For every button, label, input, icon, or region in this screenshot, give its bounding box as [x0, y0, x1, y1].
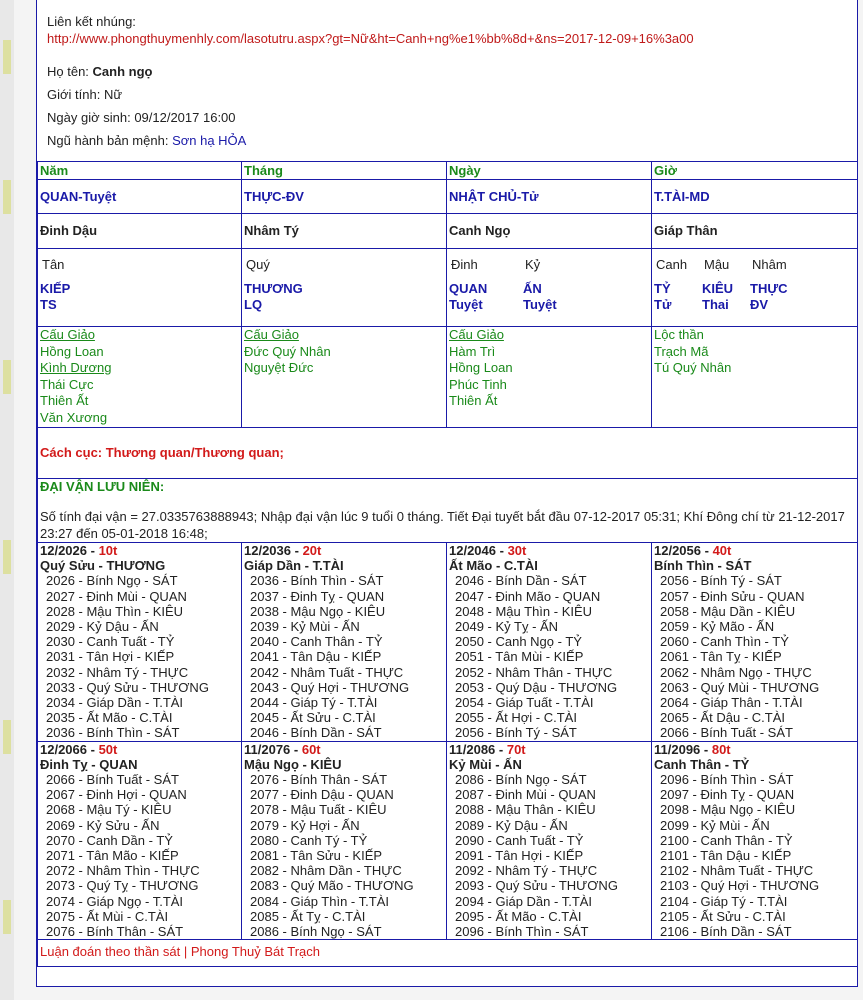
year-item: 2027 - Đinh Mùi - QUAN	[46, 588, 187, 604]
year-item: 2056 - Bính Tý - SÁT	[455, 725, 577, 741]
decade-pillar: Đinh Tỵ - QUAN	[40, 756, 138, 772]
star-item: Lộc thần	[654, 327, 704, 342]
year-item: 2031 - Tân Hợi - KIẾP	[46, 649, 175, 665]
year-item: 2028 - Mậu Thìn - KIÊU	[46, 603, 184, 619]
gutter-marker	[3, 720, 11, 754]
footer-links	[38, 940, 858, 967]
year-item: 2082 - Nhâm Dần - THỰC	[250, 863, 402, 879]
stem: Đinh	[451, 257, 478, 272]
decade-date: 12/2046	[449, 543, 496, 558]
birth-label: Ngày giờ sinh:	[47, 110, 131, 125]
decade-heading: 11/2086 - 70t	[449, 741, 526, 757]
can-chi: Nhâm Tý	[242, 214, 447, 249]
col-header: Năm	[38, 162, 242, 180]
stars-cell	[242, 327, 447, 428]
name-row	[47, 60, 857, 83]
decade-age: 10t	[98, 543, 118, 558]
year-item: 2037 - Đinh Tỵ - QUAN	[250, 588, 385, 604]
decade-heading: 12/2046 - 30t	[449, 543, 527, 558]
year-item: 2057 - Đinh Sửu - QUAN	[660, 588, 805, 604]
pillar-god: NHẬT CHỦ-Tử	[447, 180, 652, 214]
person-info	[37, 0, 857, 152]
star-item: Cấu Giảo	[40, 327, 95, 342]
dai-van-cell	[38, 479, 858, 543]
year-item: 2047 - Đinh Mão - QUAN	[455, 588, 601, 604]
element-value: Sơn hạ HỎA	[172, 133, 247, 148]
year-item: 2096 - Bính Thìn - SÁT	[660, 772, 794, 788]
embed-url-link[interactable]: http://www.phongthuymenhly.com/lasotutru.aspx?gt=Nữ&ht=Canh+ng%e1%bb%8d+&ns=2017-12-09+16%3a00	[47, 31, 694, 46]
star-item: Phúc Tinh	[449, 376, 507, 392]
year-item: 2076 - Bính Thân - SÁT	[250, 772, 388, 788]
star-item: Nguyệt Đức	[244, 360, 314, 375]
year-item: 2097 - Đinh Tỵ - QUAN	[660, 787, 795, 803]
star-item: Hồng Loan	[449, 360, 513, 375]
col-header: Tháng	[242, 162, 447, 180]
can-chi: Đinh Dậu	[38, 214, 242, 249]
year-item: 2066 - Bính Tuất - SÁT	[660, 725, 793, 741]
col-header: Ngày	[447, 162, 652, 180]
stars-row	[38, 327, 858, 428]
year-item: 2104 - Giáp Tý - T.TÀI	[660, 893, 788, 909]
year-item: 2065 - Ất Dậu - C.TÀI	[660, 710, 785, 726]
year-item: 2029 - Kỷ Dậu - ẤN	[46, 619, 159, 635]
hidden-stems-cell	[38, 249, 242, 327]
stem: Nhâm	[752, 257, 787, 272]
birth-value: 09/12/2017 16:00	[134, 110, 236, 125]
year-item: 2075 - Ất Mùi - C.TÀI	[46, 908, 169, 924]
star-item: Đức Quý Nhân	[244, 343, 331, 359]
hidden-stems-cell	[242, 249, 447, 327]
than-sat-link[interactable]: Luận đoán theo thần sát	[40, 944, 181, 960]
name-label: Họ tên:	[47, 64, 89, 79]
decade-cell	[447, 741, 652, 940]
decade-heading: 12/2026 - 10t	[40, 543, 118, 558]
birth-row	[47, 106, 857, 129]
chart-frame	[36, 0, 858, 987]
decade-cell	[38, 741, 242, 940]
decade-date: 12/2066	[40, 741, 87, 757]
decade-date: 11/2096	[654, 741, 701, 757]
gutter-marker	[3, 900, 11, 934]
dai-van-paragraph: Số tính đại vận = 27.0335763888943; Nhập đại vận lúc 9 tuổi 0 tháng. Tiết Đại tuyết bắt đầu 07-12-2017 05:31; Khí Đông chí từ 21-12-2017 23:27 đến 05-01-2018 16:48;	[40, 509, 845, 541]
gutter-marker	[3, 180, 11, 214]
decade-age: 80t	[711, 741, 731, 757]
decade-date: 12/2056	[654, 543, 701, 558]
four-pillars-table	[37, 161, 858, 967]
year-item: 2071 - Tân Mão - KIẾP	[46, 848, 179, 864]
year-item: 2086 - Bính Ngọ - SÁT	[250, 924, 382, 940]
star-item: Hàm Trì	[449, 343, 496, 359]
year-item: 2042 - Nhâm Tuất - THỰC	[250, 664, 404, 680]
year-item: 2093 - Quý Sửu - THƯƠNG	[455, 878, 618, 894]
year-item: 2043 - Quý Hợi - THƯƠNG	[250, 679, 410, 695]
hidden-stems-cell	[447, 249, 652, 327]
left-scroll-gutter	[0, 0, 14, 1000]
gender-row	[47, 83, 857, 106]
can-chi: Giáp Thân	[652, 214, 858, 249]
year-item: 2086 - Bính Ngọ - SÁT	[455, 772, 587, 788]
year-item: 2091 - Tân Hợi - KIẾP	[455, 848, 584, 864]
decade-pillar: Quý Sửu - THƯƠNG	[40, 558, 166, 574]
stem-god: KIÊU	[702, 281, 734, 296]
gutter-marker	[3, 540, 11, 574]
year-item: 2068 - Mậu Tý - KIÊU	[46, 802, 172, 818]
year-item: 2080 - Canh Tý - TỶ	[250, 832, 368, 848]
star-item: Thiên Ất	[40, 393, 89, 408]
decade-pillar: Ất Mão - C.TÀI	[449, 558, 538, 574]
stem-god: ẤN	[523, 281, 542, 296]
star-item: Hồng Loan	[40, 343, 104, 359]
stem: Canh	[656, 257, 688, 272]
year-item: 2056 - Bính Tý - SÁT	[660, 573, 782, 589]
year-item: 2105 - Ất Sửu - C.TÀI	[660, 908, 786, 924]
gender-label: Giới tính:	[47, 87, 101, 102]
year-item: 2078 - Mậu Tuất - KIÊU	[250, 802, 387, 818]
year-item: 2103 - Quý Hợi - THƯƠNG	[660, 878, 820, 894]
decade-age: 70t	[506, 741, 526, 757]
year-item: 2061 - Tân Tỵ - KIẾP	[660, 649, 782, 665]
year-item: 2048 - Mậu Thìn - KIÊU	[455, 603, 593, 619]
decade-age: 30t	[507, 543, 527, 558]
star-item: Kình Dương	[40, 360, 112, 375]
year-item: 2083 - Quý Mão - THƯƠNG	[250, 878, 414, 894]
decade-cell	[652, 741, 858, 940]
year-item: 2062 - Nhâm Ngọ - THỰC	[660, 664, 812, 680]
stars-cell	[38, 327, 242, 428]
year-item: 2044 - Giáp Tý - T.TÀI	[250, 695, 378, 711]
year-item: 2050 - Canh Ngọ - TỶ	[455, 634, 582, 650]
stem-phase: Tuyệt	[449, 297, 483, 312]
bat-trach-link[interactable]: Phong Thuỷ Bát Trạch	[190, 944, 320, 960]
stem-phase: Thai	[702, 297, 729, 312]
stem-god: THƯƠNG	[244, 281, 303, 296]
year-item: 2096 - Bính Thìn - SÁT	[455, 924, 589, 940]
embed-label: Liên kết nhúng:	[47, 14, 136, 29]
decade-pillar: Canh Thân - TỶ	[654, 756, 750, 772]
year-item: 2095 - Ất Mão - C.TÀI	[455, 908, 582, 924]
year-item: 2099 - Kỷ Mùi - ẤN	[660, 817, 770, 833]
decade-age: 60t	[301, 741, 321, 757]
year-item: 2101 - Tân Dậu - KIẾP	[660, 848, 792, 864]
element-label: Ngũ hành bản mệnh:	[47, 133, 169, 148]
footer-row	[38, 940, 858, 967]
year-item: 2033 - Quý Sửu - THƯƠNG	[46, 679, 209, 695]
decade-pillar: Kỷ Mùi - ẤN	[449, 756, 522, 772]
year-item: 2081 - Tân Sửu - KIẾP	[250, 848, 383, 864]
year-item: 2063 - Quý Mùi - THƯƠNG	[660, 679, 820, 695]
gutter-marker	[3, 40, 11, 74]
pillar-god: QUAN-Tuyệt	[38, 180, 242, 214]
decade-age: 40t	[712, 543, 732, 558]
stem-phase: Tuyệt	[523, 297, 557, 312]
gutter-marker	[3, 360, 11, 394]
year-item: 2046 - Bính Dần - SÁT	[250, 725, 382, 741]
year-item: 2052 - Nhâm Thân - THỰC	[455, 664, 613, 680]
year-item: 2069 - Kỷ Sửu - ẤN	[46, 817, 160, 833]
decade-cell	[242, 741, 447, 940]
stem-phase: LQ	[244, 297, 263, 312]
year-item: 2045 - Ất Sửu - C.TÀI	[250, 710, 376, 726]
year-item: 2038 - Mậu Ngọ - KIÊU	[250, 603, 386, 619]
stem-phase: ĐV	[750, 297, 769, 312]
decade-heading: 12/2036 - 20t	[244, 543, 322, 558]
year-item: 2059 - Kỷ Mão - ẤN	[660, 619, 775, 635]
star-item: Cấu Giảo	[449, 327, 504, 342]
year-item: 2088 - Mậu Thân - KIÊU	[455, 802, 596, 818]
stem-god: TỶ	[654, 281, 671, 296]
hidden-stems-row	[38, 249, 858, 327]
year-item: 2055 - Ất Hợi - C.TÀI	[455, 710, 577, 726]
year-item: 2089 - Kỷ Dậu - ẤN	[455, 817, 568, 833]
year-item: 2040 - Canh Thân - TỶ	[250, 634, 383, 650]
year-item: 2058 - Mậu Dần - KIÊU	[660, 603, 796, 619]
decade-cell	[242, 543, 447, 742]
decade-date: 11/2076	[244, 741, 291, 757]
year-item: 2085 - Ất Tỵ - C.TÀI	[250, 908, 366, 924]
decade-heading: 12/2066 - 50t	[40, 741, 118, 757]
year-item: 2100 - Canh Thân - TỶ	[660, 832, 793, 848]
year-item: 2041 - Tân Dậu - KIẾP	[250, 649, 382, 665]
decade-cell	[38, 543, 242, 742]
year-item: 2035 - Ất Mão - C.TÀI	[46, 710, 173, 726]
decade-pillar: Giáp Dần - T.TÀI	[244, 558, 344, 574]
stem: Quý	[246, 257, 270, 272]
pillar-god: THỰC-ĐV	[242, 180, 447, 214]
year-item: 2072 - Nhâm Thìn - THỰC	[46, 863, 200, 879]
year-item: 2034 - Giáp Dần - T.TÀI	[46, 695, 184, 711]
year-item: 2077 - Đinh Dậu - QUAN	[250, 787, 394, 803]
year-item: 2032 - Nhâm Tý - THỰC	[46, 664, 189, 680]
decade-cell	[652, 543, 858, 742]
pillar-god: T.TÀI-MD	[652, 180, 858, 214]
dai-van-row	[38, 479, 858, 543]
decade-row-2	[38, 741, 858, 940]
star-item: Thiên Ất	[449, 393, 498, 408]
year-item: 2073 - Quý Tỵ - THƯƠNG	[46, 878, 199, 894]
name-value: Canh ngọ	[92, 64, 153, 79]
col-header: Giờ	[652, 162, 858, 180]
cach-cuc-row	[38, 428, 858, 479]
year-item: 2076 - Bính Thân - SÁT	[46, 924, 184, 940]
year-item: 2030 - Canh Tuất - TỶ	[46, 634, 175, 650]
star-item: Tú Quý Nhân	[654, 360, 732, 375]
stem-phase: Tử	[654, 297, 672, 312]
pillar-header-row	[38, 162, 858, 180]
star-item: Văn Xương	[40, 409, 108, 425]
year-item: 2036 - Bính Thìn - SÁT	[250, 573, 384, 589]
year-item: 2067 - Đinh Hợi - QUAN	[46, 787, 187, 803]
stem-god: KIẾP	[40, 281, 71, 296]
year-item: 2066 - Bính Tuất - SÁT	[46, 772, 179, 788]
stars-cell	[447, 327, 652, 428]
stem-god: QUAN	[449, 281, 488, 296]
decade-row-1	[38, 543, 858, 742]
decade-date: 12/2036	[244, 543, 291, 558]
year-item: 2074 - Giáp Ngọ - T.TÀI	[46, 893, 184, 909]
year-item: 2026 - Bính Ngọ - SÁT	[46, 573, 178, 589]
decade-date: 11/2086	[449, 741, 496, 757]
element-row	[47, 129, 857, 152]
year-item: 2079 - Kỷ Hợi - ẤN	[250, 817, 360, 833]
pillar-god-row	[38, 180, 858, 214]
year-item: 2087 - Đinh Mùi - QUAN	[455, 787, 596, 803]
decade-heading: 12/2056 - 40t	[654, 543, 732, 558]
year-item: 2070 - Canh Dần - TỶ	[46, 832, 173, 848]
star-item: Cấu Giảo	[244, 327, 299, 342]
year-item: 2106 - Bính Dần - SÁT	[660, 924, 792, 940]
star-item: Trạch Mã	[654, 343, 709, 359]
year-item: 2046 - Bính Dần - SÁT	[455, 573, 587, 589]
stem-phase: TS	[40, 297, 57, 312]
decade-date: 12/2026	[40, 543, 87, 558]
star-item: Thái Cực	[40, 376, 94, 392]
year-item: 2102 - Nhâm Tuất - THỰC	[660, 863, 814, 879]
decade-pillar: Bính Thìn - SÁT	[654, 558, 752, 574]
stem: Kỷ	[525, 257, 541, 272]
decade-age: 50t	[98, 741, 118, 757]
dai-van-title: ĐẠI VẬN LƯU NIÊN:	[40, 479, 165, 494]
year-item: 2094 - Giáp Dần - T.TÀI	[455, 893, 593, 909]
year-item: 2064 - Giáp Thân - T.TÀI	[660, 695, 803, 711]
decade-age: 20t	[302, 543, 322, 558]
year-item: 2036 - Bính Thìn - SÁT	[46, 725, 180, 741]
can-chi: Canh Ngọ	[447, 214, 652, 249]
decade-heading: 11/2096 - 80t	[654, 741, 731, 757]
stars-cell	[652, 327, 858, 428]
decade-heading: 11/2076 - 60t	[244, 741, 321, 757]
cach-cuc: Cách cục: Thương quan/Thương quan;	[38, 428, 858, 479]
year-item: 2053 - Quý Dậu - THƯƠNG	[455, 679, 618, 695]
year-item: 2054 - Giáp Tuất - T.TÀI	[455, 695, 594, 711]
footer-separator: |	[183, 944, 188, 960]
stem: Mậu	[704, 257, 730, 272]
year-item: 2084 - Giáp Thìn - T.TÀI	[250, 893, 389, 909]
year-item: 2039 - Kỷ Mùi - ẤN	[250, 619, 360, 635]
decade-cell	[447, 543, 652, 742]
stem: Tân	[42, 257, 65, 272]
year-item: 2098 - Mậu Ngọ - KIÊU	[660, 802, 796, 818]
hidden-stems-cell	[652, 249, 858, 327]
year-item: 2051 - Tân Mùi - KIẾP	[455, 649, 584, 665]
decade-pillar: Mậu Ngọ - KIÊU	[244, 756, 342, 772]
year-item: 2060 - Canh Thìn - TỶ	[660, 634, 789, 650]
year-item: 2049 - Kỷ Tỵ - ẤN	[455, 619, 559, 635]
stem-god: THỰC	[750, 281, 788, 296]
year-item: 2092 - Nhâm Tý - THỰC	[455, 863, 598, 879]
year-item: 2090 - Canh Tuất - TỶ	[455, 832, 584, 848]
can-chi-row	[38, 214, 858, 249]
gender-value: Nữ	[103, 87, 123, 102]
